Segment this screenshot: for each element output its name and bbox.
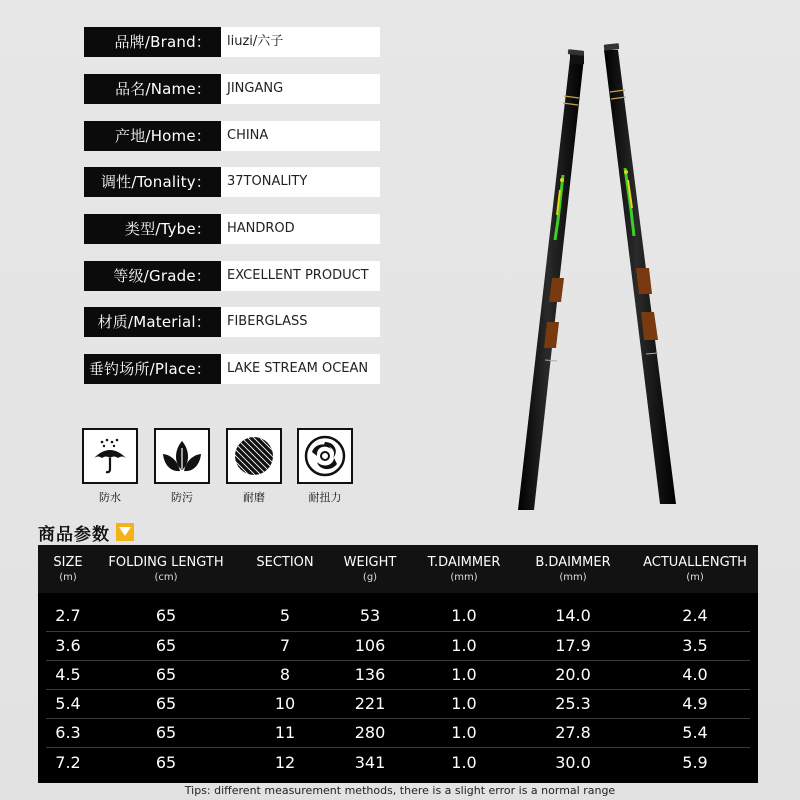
table-cell: 27.8: [555, 723, 591, 742]
table-cell: 25.3: [555, 694, 591, 713]
table-cell: 2.4: [682, 606, 708, 625]
feature-wear-resistant: [226, 428, 282, 505]
spec-row-home: [84, 121, 380, 151]
spec-row-material: [84, 307, 380, 337]
feature-torsion-resistant: [297, 428, 353, 505]
feature-label: 耐磨: [243, 491, 265, 504]
spec-row-place: [84, 354, 380, 384]
params-title: [38, 520, 134, 544]
feature-antifouling: [154, 428, 210, 505]
spec-value: EXCELLENT PRODUCT: [221, 261, 380, 291]
table-cell: 5: [279, 606, 291, 625]
table-cell: 7.2: [55, 753, 81, 772]
spec-row-name: [84, 74, 380, 104]
table-cell: 7: [279, 636, 291, 655]
table-cell: 8: [279, 665, 291, 684]
tips-note: Tips: different measurement methods, there is a slight error is a normal range: [184, 784, 616, 797]
table-cell: 1.0: [451, 606, 477, 625]
table-row: [38, 689, 758, 718]
leaves-icon: [154, 428, 210, 484]
table-cell: 3.6: [55, 636, 81, 655]
spec-value: CHINA: [221, 121, 380, 151]
table-header-cell: B.DAIMMER (mm): [535, 555, 611, 583]
table-header-cell: SECTION: [256, 555, 314, 570]
table-cell: 5.9: [682, 753, 708, 772]
feature-label: 防水: [99, 491, 121, 504]
params-table: [38, 545, 758, 783]
spec-label: 品牌/Brand：: [84, 27, 221, 57]
table-cell: 280: [354, 723, 386, 742]
spec-label: 材质/Material：: [84, 307, 221, 337]
table-row: [38, 660, 758, 689]
table-cell: 1.0: [451, 753, 477, 772]
table-cell: 20.0: [555, 665, 591, 684]
table-header-cell: SIZE (m): [53, 555, 83, 583]
params-title-text: 商品参数: [38, 524, 110, 545]
table-cell: 4.9: [682, 694, 708, 713]
table-cell: 30.0: [555, 753, 591, 772]
table-row: [38, 718, 758, 747]
table-cell: 65: [155, 694, 177, 713]
umbrella-rain-icon: [82, 428, 138, 484]
spec-value: JINGANG: [221, 74, 380, 104]
table-cell: 65: [155, 665, 177, 684]
table-cell: 221: [354, 694, 386, 713]
spec-label: 产地/Home：: [84, 121, 221, 151]
table-cell: 65: [155, 606, 177, 625]
table-cell: 14.0: [555, 606, 591, 625]
spec-label: 垂钓场所/Place：: [84, 354, 221, 384]
table-cell: 1.0: [451, 723, 477, 742]
spec-row-grade: [84, 261, 380, 291]
table-cell: 12: [274, 753, 296, 772]
table-cell: 65: [155, 723, 177, 742]
table-row: [38, 748, 758, 777]
table-cell: 65: [155, 636, 177, 655]
table-cell: 341: [354, 753, 386, 772]
spec-label: 调性/Tonality：: [84, 167, 221, 197]
table-cell: 3.5: [682, 636, 708, 655]
table-header-cell: FOLDING LENGTH (cm): [108, 555, 224, 583]
spec-row-tonality: [84, 167, 380, 197]
spec-label: 类型/Tybe：: [84, 214, 221, 244]
spec-value: 37TONALITY: [221, 167, 380, 197]
table-cell: 17.9: [555, 636, 591, 655]
table-cell: 5.4: [682, 723, 708, 742]
table-cell: 136: [354, 665, 386, 684]
fishing-rods-image: [500, 40, 700, 520]
spec-value: HANDROD: [221, 214, 380, 244]
table-header: [38, 545, 758, 593]
table-row: [38, 601, 758, 630]
swirl-torsion-icon: [297, 428, 353, 484]
table-cell: 53: [359, 606, 381, 625]
table-header-cell: ACTUALLENGTH (m): [643, 555, 747, 583]
table-cell: 106: [354, 636, 386, 655]
spec-row-brand: [84, 27, 380, 57]
table-cell: 6.3: [55, 723, 81, 742]
table-cell: 1.0: [451, 665, 477, 684]
table-cell: 1.0: [451, 636, 477, 655]
fishing-rod-right: [604, 43, 676, 504]
table-cell: 1.0: [451, 694, 477, 713]
table-cell: 4.5: [55, 665, 81, 684]
spec-value: FIBERGLASS: [221, 307, 380, 337]
table-header-cell: WEIGHT (g): [343, 555, 397, 583]
table-cell: 4.0: [682, 665, 708, 684]
spec-row-type: [84, 214, 380, 244]
triangle-down-icon: [116, 523, 134, 541]
spec-label: 等级/Grade：: [84, 261, 221, 291]
feature-label: 防污: [171, 491, 193, 504]
spec-label: 品名/Name：: [84, 74, 221, 104]
fishing-rod-left: [518, 49, 584, 510]
table-cell: 65: [155, 753, 177, 772]
feature-label: 耐扭力: [308, 491, 342, 504]
wear-resistant-texture-icon: [226, 428, 282, 484]
table-header-cell: T.DAIMMER (mm): [427, 555, 501, 583]
table-cell: 11: [274, 723, 296, 742]
table-cell: 5.4: [55, 694, 81, 713]
spec-value: liuzi/六子: [221, 27, 380, 57]
feature-waterproof: [82, 428, 138, 505]
table-cell: 2.7: [55, 606, 81, 625]
spec-value: LAKE STREAM OCEAN: [221, 354, 380, 384]
table-row: [38, 631, 758, 660]
table-cell: 10: [274, 694, 296, 713]
